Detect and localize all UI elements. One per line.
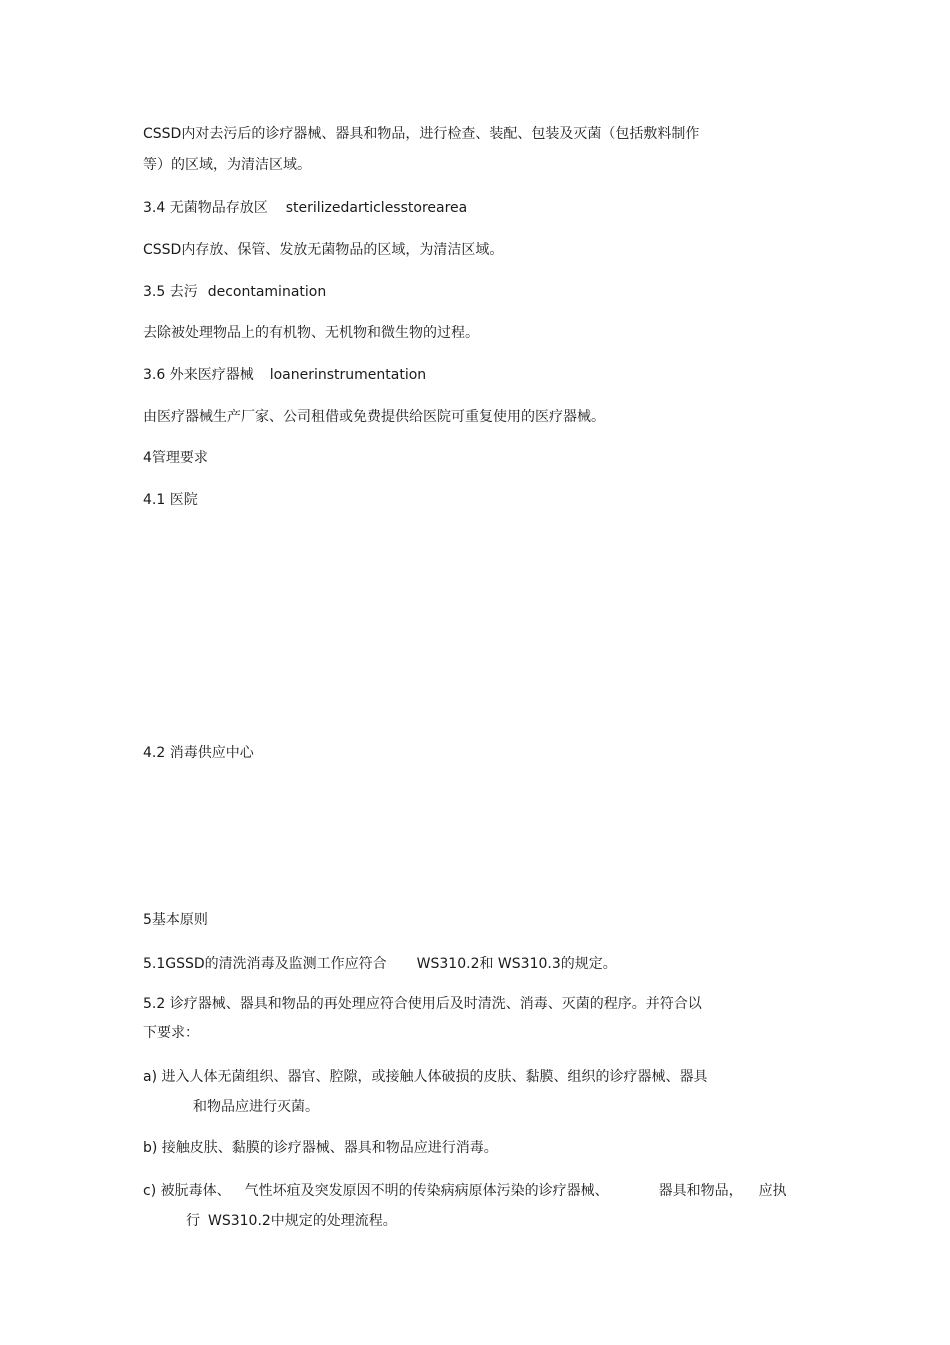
item-a-line2: 和物品应进行灭菌。: [193, 1099, 319, 1115]
section-3-6-heading: [143, 365, 426, 385]
paragraph-loaner: 由医疗器械生产厂家、公司租借或免费提供给医院可重复使用的医疗器械。: [143, 409, 605, 425]
paragraph-clean-area-line1: CSSD内对去污后的诊疗器械、器具和物品，进行检查、装配、包装及灭菌（包括敷料制作: [143, 126, 700, 142]
item-c-line2-a: 行: [186, 1213, 200, 1229]
item-c-line2: [186, 1211, 397, 1231]
section-3-5-title: 3.5 去污: [143, 284, 198, 300]
section-3-4-english: sterilizedarticlesstorearea: [285, 200, 468, 216]
paragraph-clean-area-line2: 等）的区域，为清洁区域。: [143, 157, 311, 173]
section-5-1-standards: WS310.2和 WS310.3的规定。: [416, 956, 617, 972]
section-3-5-english: decontamination: [207, 284, 327, 300]
section-5-heading: 5基本原则: [143, 912, 208, 928]
item-c-line1: [143, 1181, 787, 1201]
section-4-2-heading: 4.2 消毒供应中心: [143, 745, 254, 761]
section-4-1-heading: 4.1 医院: [143, 492, 198, 508]
item-c-part2: 气性坏疽及突发原因不明的传染病病原体污染的诊疗器械、: [244, 1183, 609, 1199]
item-c-part4: 应执: [758, 1183, 787, 1199]
section-3-4-heading: [143, 198, 467, 218]
section-3-6-title: 3.6 外来医疗器械: [143, 367, 254, 383]
section-4-heading: 4管理要求: [143, 450, 208, 466]
section-3-5-heading: [143, 282, 326, 302]
item-b: b) 接触皮肤、黏膜的诊疗器械、器具和物品应进行消毒。: [143, 1140, 498, 1156]
section-3-6-english: loanerinstrumentation: [269, 367, 427, 383]
paragraph-sterile-store: CSSD内存放、保管、发放无菌物品的区域，为清洁区域。: [143, 242, 504, 258]
item-a-line1: a) 进入人体无菌组织、器官、腔隙，或接触人体破损的皮肤、黏膜、组织的诊疗器械、器具: [143, 1069, 708, 1085]
section-5-2-line1: 5.2 诊疗器械、器具和物品的再处理应符合使用后及时清洗、消毒、灭菌的程序。并符合以: [143, 996, 702, 1012]
item-c-part3: 器具和物品，: [658, 1183, 743, 1199]
item-c-part1: c) 被朊毒体、: [143, 1183, 231, 1199]
section-5-2-line2: 下要求：: [143, 1025, 199, 1041]
section-3-4-title: 3.4 无菌物品存放区: [143, 200, 268, 216]
section-5-1: [143, 954, 617, 974]
paragraph-decontamination: 去除被处理物品上的有机物、无机物和微生物的过程。: [143, 325, 479, 341]
section-5-1-text: 5.1GSSD的清洗消毒及监测工作应符合: [143, 956, 387, 972]
item-c-line2-b: WS310.2中规定的处理流程。: [208, 1213, 397, 1229]
